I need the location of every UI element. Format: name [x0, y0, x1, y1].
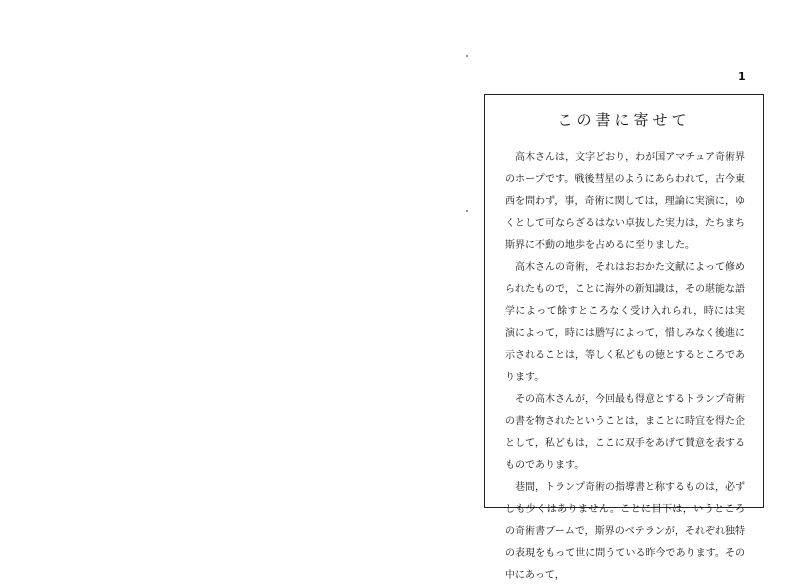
text-frame — [484, 94, 764, 581]
paragraph-4: 巷間，トランプ奇術の指導書と称するものは，必ずしも少くはありません。ことに目下は，いうところの奇術書ブームで，斯界のベテランが，それぞれ独特の表現をもって世に問うている昨今であります。その中にあって， — [505, 482, 745, 581]
scan-speck — [466, 55, 468, 57]
paragraph-1: 高木さんは，文字どおり，わが国アマチュア奇術界のホープです。戦後彗星のようにあらわれて，古今東西を問わず，事，奇術に関しては，理論に実演に，ゆくとして可ならざるはない卓抜した実力は，たちまち斯界に不動の地歩を占めるに至りました。 — [505, 152, 745, 251]
body-text — [505, 147, 745, 587]
paragraph-3: その高木さんが，今回最も得意とするトランプ奇術の書を物されたということは，まことに時宜を得た企として，私どもは，ここに双手をあげて賛意を表するものであります。 — [505, 394, 745, 471]
section-title: この書に寄せて — [557, 111, 691, 129]
scan-speck — [466, 210, 468, 212]
paragraph-2: 高木さんの奇術，それはおおかた文献によって修められたもので，ことに海外の新知識は，その堪能な語学によって餘すところなく受け入れられ，時には実演によって，時には謄写によって，惜しみなく後進に示されることは，等しく私どもの徳とするところであります。 — [505, 262, 745, 383]
page-number: 1 — [738, 70, 746, 83]
